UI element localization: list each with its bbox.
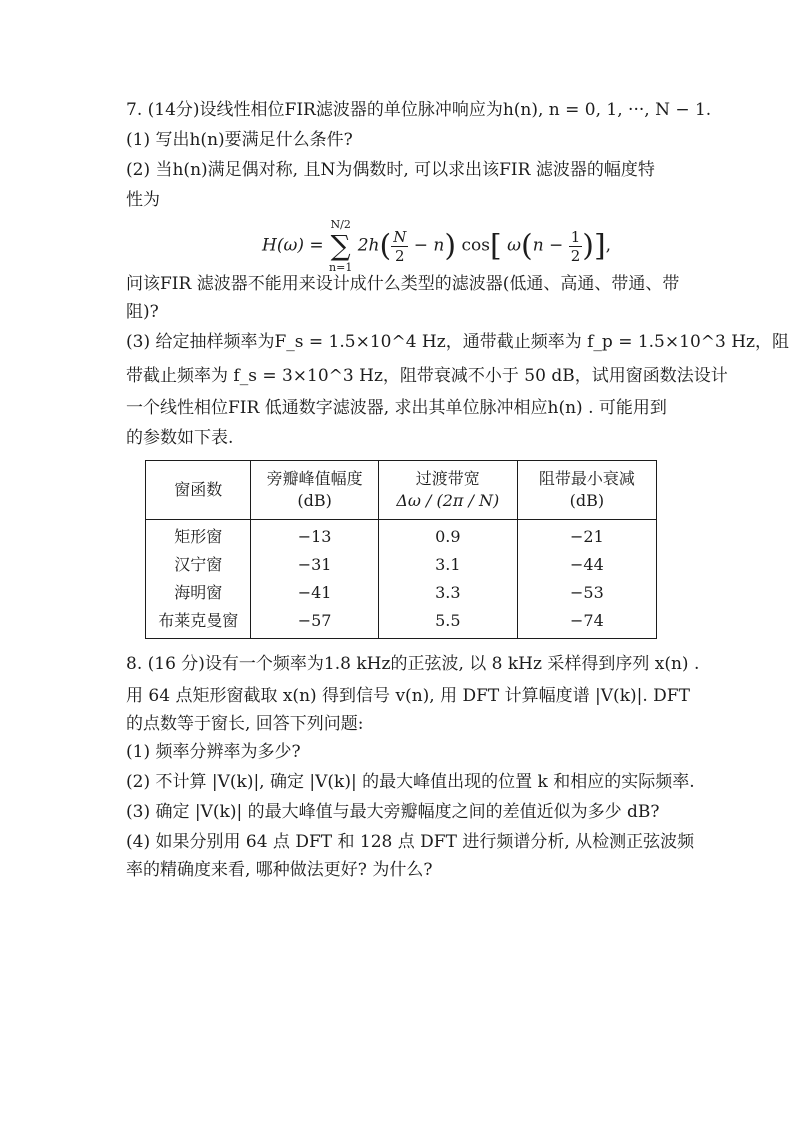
amplitude-formula: H(ω) = N/2 ∑ n=1 2h( $\frac{N}{2}$ − n) cos[ ω(n − $\frac{1}{2}$ )], <box>262 218 612 274</box>
cell-stopband: −44 <box>517 551 656 579</box>
cell-sidelobe: −41 <box>251 579 378 607</box>
formula-n-minus: n − <box>532 235 564 256</box>
cell-sidelobe: −13 <box>251 520 378 552</box>
q7-part3-line1: (3) 给定抽样频率为F_s = 1.5×10^4 Hz，通带截止频率为 f_p = 1.5×10^3 Hz，阻 <box>126 332 789 352</box>
formula-lhs: H(ω) = <box>262 235 324 256</box>
frac-1-over-2 <box>569 228 583 265</box>
frac1-den: 2 <box>395 246 405 265</box>
q7-part1: (1) 写出h(n)要满足什么条件? <box>126 130 353 150</box>
frac2-num: 1 <box>570 227 581 246</box>
formula-tail: , <box>605 235 612 256</box>
q7-part3-line4: 的参数如下表. <box>126 428 234 448</box>
header-stopband <box>517 461 656 520</box>
header-window-label: 窗函数 <box>174 480 223 499</box>
q7-part2-line2: 性为 <box>126 190 160 210</box>
sum-symbol: ∑ <box>330 229 351 262</box>
q8-line3: 的点数等于窗长, 回答下列问题: <box>126 714 364 734</box>
table-row <box>146 579 657 607</box>
q8-line2: 用 64 点矩形窗截取 x(n) 得到信号 v(n), 用 DFT 计算幅度谱 |V(k)|. DFT <box>126 686 690 706</box>
cell-transition: 3.3 <box>378 579 517 607</box>
header-transition-label: 过渡带宽 <box>415 469 480 488</box>
window-parameter-table <box>145 460 657 639</box>
frac1-num: N <box>393 227 407 246</box>
q7-part3-line2: 带截止频率为 f_s = 3×10^3 Hz，阻带衰减不小于 50 dB，试用窗函数法设计 <box>126 366 728 386</box>
cell-stopband: −53 <box>517 579 656 607</box>
cell-window-name: 矩形窗 <box>146 520 251 552</box>
q8-part3: (3) 确定 |V(k)| 的最大峰值与最大旁瓣幅度之间的差值近似为多少 dB? <box>126 802 660 822</box>
cell-stopband: −21 <box>517 520 656 552</box>
formula-minus-n: − n <box>408 235 445 256</box>
header-stopband-label: 阻带最小衰减 <box>538 469 635 488</box>
header-sidelobe <box>251 461 378 520</box>
formula-omega: ω <box>507 235 521 256</box>
header-transition-unit: Δω / (2π / N) <box>396 491 500 510</box>
cell-stopband: −74 <box>517 607 656 639</box>
frac2-den: 2 <box>570 246 581 265</box>
header-stopband-unit: (dB) <box>569 491 605 510</box>
q7-part2-line4: 阻)? <box>126 302 159 322</box>
cell-transition: 5.5 <box>378 607 517 639</box>
q7-part2-line3: 问该FIR 滤波器不能用来设计成什么类型的滤波器(低通、高通、带通、带 <box>126 274 680 294</box>
cell-window-name: 海明窗 <box>146 579 251 607</box>
q7-part2-line1: (2) 当h(n)满足偶对称, 且N为偶数时, 可以求出该FIR 滤波器的幅度特 <box>126 160 655 180</box>
q8-part4-line1: (4) 如果分别用 64 点 DFT 和 128 点 DFT 进行频谱分析, 从检测正弦波频 <box>126 832 695 852</box>
cell-transition: 0.9 <box>378 520 517 552</box>
cell-transition: 3.1 <box>378 551 517 579</box>
cell-sidelobe: −31 <box>251 551 378 579</box>
frac-n-over-2 <box>391 228 408 265</box>
formula-coef: 2h <box>357 235 380 256</box>
q7-header: 7. (14分)设线性相位FIR滤波器的单位脉冲响应为h(n), n = 0, 1, ···, N − 1. <box>126 100 712 120</box>
q8-part4-line2: 率的精确度来看, 哪种做法更好? 为什么? <box>126 860 433 880</box>
sum-upper: N/2 <box>330 218 351 231</box>
q8-line1: 8. (16 分)设有一个频率为1.8 kHz的正弦波, 以 8 kHz 采样得到序列 x(n) . <box>126 654 700 674</box>
cell-sidelobe: −57 <box>251 607 378 639</box>
header-sidelobe-label: 旁瓣峰值幅度 <box>266 469 363 488</box>
table-row <box>146 551 657 579</box>
table-row <box>146 520 657 552</box>
header-sidelobe-unit: (dB) <box>297 491 332 510</box>
header-transition <box>378 461 517 520</box>
q8-part2: (2) 不计算 |V(k)|, 确定 |V(k)| 的最大峰值出现的位置 k 和相应的实际频率. <box>126 772 695 792</box>
cell-window-name: 汉宁窗 <box>146 551 251 579</box>
summation <box>329 218 352 274</box>
formula-cos: cos <box>461 235 490 256</box>
table-row <box>146 607 657 639</box>
cell-window-name: 布莱克曼窗 <box>146 607 251 639</box>
table-header-row <box>146 461 657 520</box>
q8-part1: (1) 频率分辨率为多少? <box>126 742 301 762</box>
q7-part3-line3: 一个线性相位FIR 低通数字滤波器, 求出其单位脉冲相应h(n) . 可能用到 <box>126 398 667 418</box>
header-window <box>146 461 251 520</box>
sum-lower: n=1 <box>329 261 353 274</box>
